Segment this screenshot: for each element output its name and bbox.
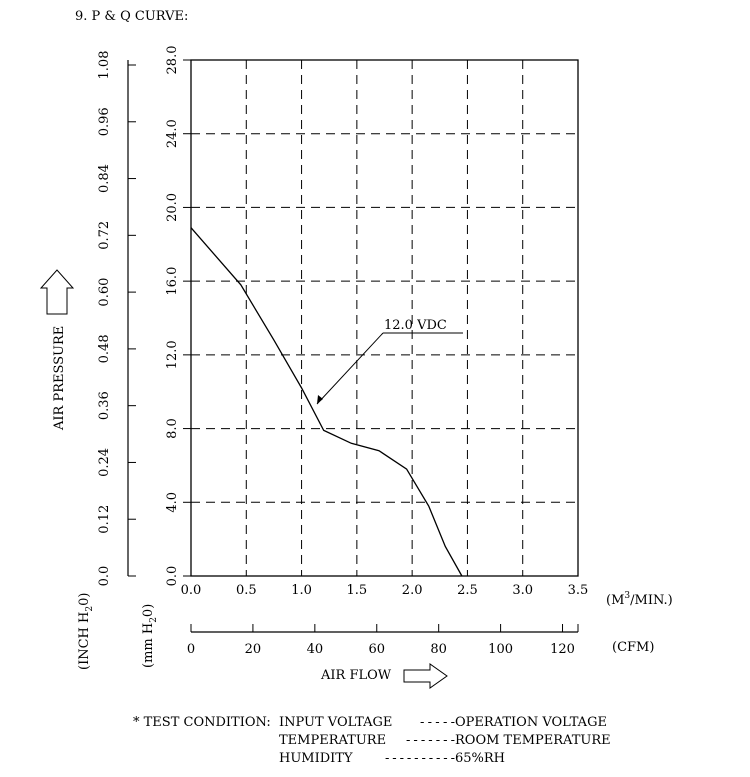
y-tick-label-mm: 28.0 — [165, 45, 180, 75]
y-axis-title: AIR PRESSURE — [52, 325, 67, 430]
y-tick-label-mm-group — [165, 193, 180, 222]
y-tick-label-inch-group — [97, 448, 112, 477]
y-tick-label-mm: 8.0 — [165, 418, 180, 439]
y-tick-label-mm: 4.0 — [165, 491, 180, 513]
y-tick-label-mm: 0.0 — [165, 565, 180, 587]
x-tick-label: 3.0 — [512, 583, 534, 598]
y-tick-label-inch-group — [97, 566, 112, 587]
y-tick-label-inch-group — [97, 505, 112, 534]
x-tick-label: 2.0 — [401, 583, 423, 598]
y-tick-label-inch: 0.60 — [97, 277, 112, 307]
y-axis-mm — [165, 46, 191, 587]
y-tick-label-mm: 20.0 — [165, 192, 180, 222]
y-tick-label-inch: 0.0 — [97, 565, 112, 587]
cfm-tick-label: 120 — [550, 642, 575, 657]
x-unit-cfm: (CFM) — [612, 640, 655, 655]
condition-value: 65%RH — [455, 751, 506, 766]
test-condition-prefix: * TEST CONDITION: — [133, 715, 271, 730]
condition-dashes: ---------- — [385, 751, 455, 766]
y-axis-inch — [97, 51, 136, 587]
y-tick-label-mm: 12.0 — [165, 340, 180, 370]
annotation-leader-line — [317, 333, 383, 404]
cfm-tick-label: 60 — [368, 642, 386, 657]
air-flow-arrow-icon — [404, 664, 447, 688]
y-tick-label-mm-group — [165, 340, 180, 369]
x-tick-label: 2.5 — [457, 583, 478, 598]
y-tick-label-mm-group — [165, 267, 180, 296]
y-tick-label-mm-group — [165, 566, 180, 587]
y-unit-mm: (mm $H_20$) — [141, 603, 159, 668]
y-tick-label-mm-group — [165, 119, 180, 148]
y-tick-label-inch: 0.36 — [97, 391, 112, 421]
x-tick-label: 1.0 — [291, 583, 312, 598]
cfm-tick-label: 100 — [488, 642, 514, 657]
y-tick-label-inch-group — [97, 51, 112, 80]
x-axis-cfm — [187, 624, 578, 657]
x-unit-m3: $(M^3/MIN.)$ — [606, 591, 673, 608]
pq-curve-line — [191, 228, 462, 576]
y-tick-label-inch: 0.48 — [97, 334, 112, 364]
y-tick-label-mm: 16.0 — [165, 266, 180, 296]
y-tick-label-mm-group — [165, 492, 180, 513]
y-unit-mm-group — [141, 604, 159, 668]
condition-value: OPERATION VOLTAGE — [455, 715, 607, 730]
y-tick-label-inch: 0.96 — [97, 107, 112, 137]
y-tick-label-inch: 0.84 — [97, 164, 112, 194]
y-axis-title-group — [52, 326, 67, 431]
condition-value: ROOM TEMPERATURE — [455, 733, 611, 748]
condition-name: INPUT VOLTAGE — [279, 715, 393, 730]
test-condition-rows — [279, 715, 611, 766]
y-tick-label-inch: 0.24 — [97, 447, 112, 477]
y-tick-label-inch-group — [97, 164, 112, 193]
cfm-tick-label: 0 — [186, 642, 196, 657]
y-tick-label-inch: 1.08 — [97, 50, 112, 80]
y-tick-label-inch-group — [97, 334, 112, 363]
annotation-arrowhead-icon — [317, 395, 323, 404]
condition-dashes: ------- — [406, 733, 455, 748]
x-axis-m3 — [181, 583, 589, 598]
condition-name: HUMIDITY — [279, 751, 353, 766]
y-tick-label-inch-group — [97, 221, 112, 250]
condition-dashes: ----- — [420, 715, 455, 730]
x-axis-title: AIR FLOW — [321, 668, 392, 683]
y-tick-label-mm: 24.0 — [165, 119, 180, 149]
y-unit-inch: (INCH $H_20$) — [77, 592, 95, 670]
x-tick-label: 0.0 — [180, 583, 202, 598]
y-tick-label-inch: 0.72 — [97, 220, 112, 250]
y-tick-label-inch-group — [97, 107, 112, 136]
cfm-tick-label: 80 — [430, 642, 447, 657]
y-unit-inch-group — [77, 593, 95, 670]
x-tick-label: 3.5 — [567, 583, 589, 598]
section-title: 9. P & Q CURVE: — [75, 9, 189, 24]
y-tick-label-inch-group — [97, 391, 112, 420]
condition-name: TEMPERATURE — [279, 733, 387, 748]
cfm-tick-label: 20 — [244, 642, 262, 657]
y-tick-label-mm-group — [165, 46, 180, 75]
y-tick-label-mm-group — [165, 418, 180, 439]
x-tick-label: 0.5 — [235, 583, 257, 598]
y-tick-label-inch-group — [97, 278, 112, 307]
x-tick-label: 1.5 — [346, 583, 368, 598]
series-label: 12.0 VDC — [384, 318, 447, 333]
air-pressure-arrow-icon — [41, 270, 73, 314]
y-tick-label-inch: 0.12 — [97, 504, 112, 534]
cfm-tick-label: 40 — [306, 642, 324, 657]
